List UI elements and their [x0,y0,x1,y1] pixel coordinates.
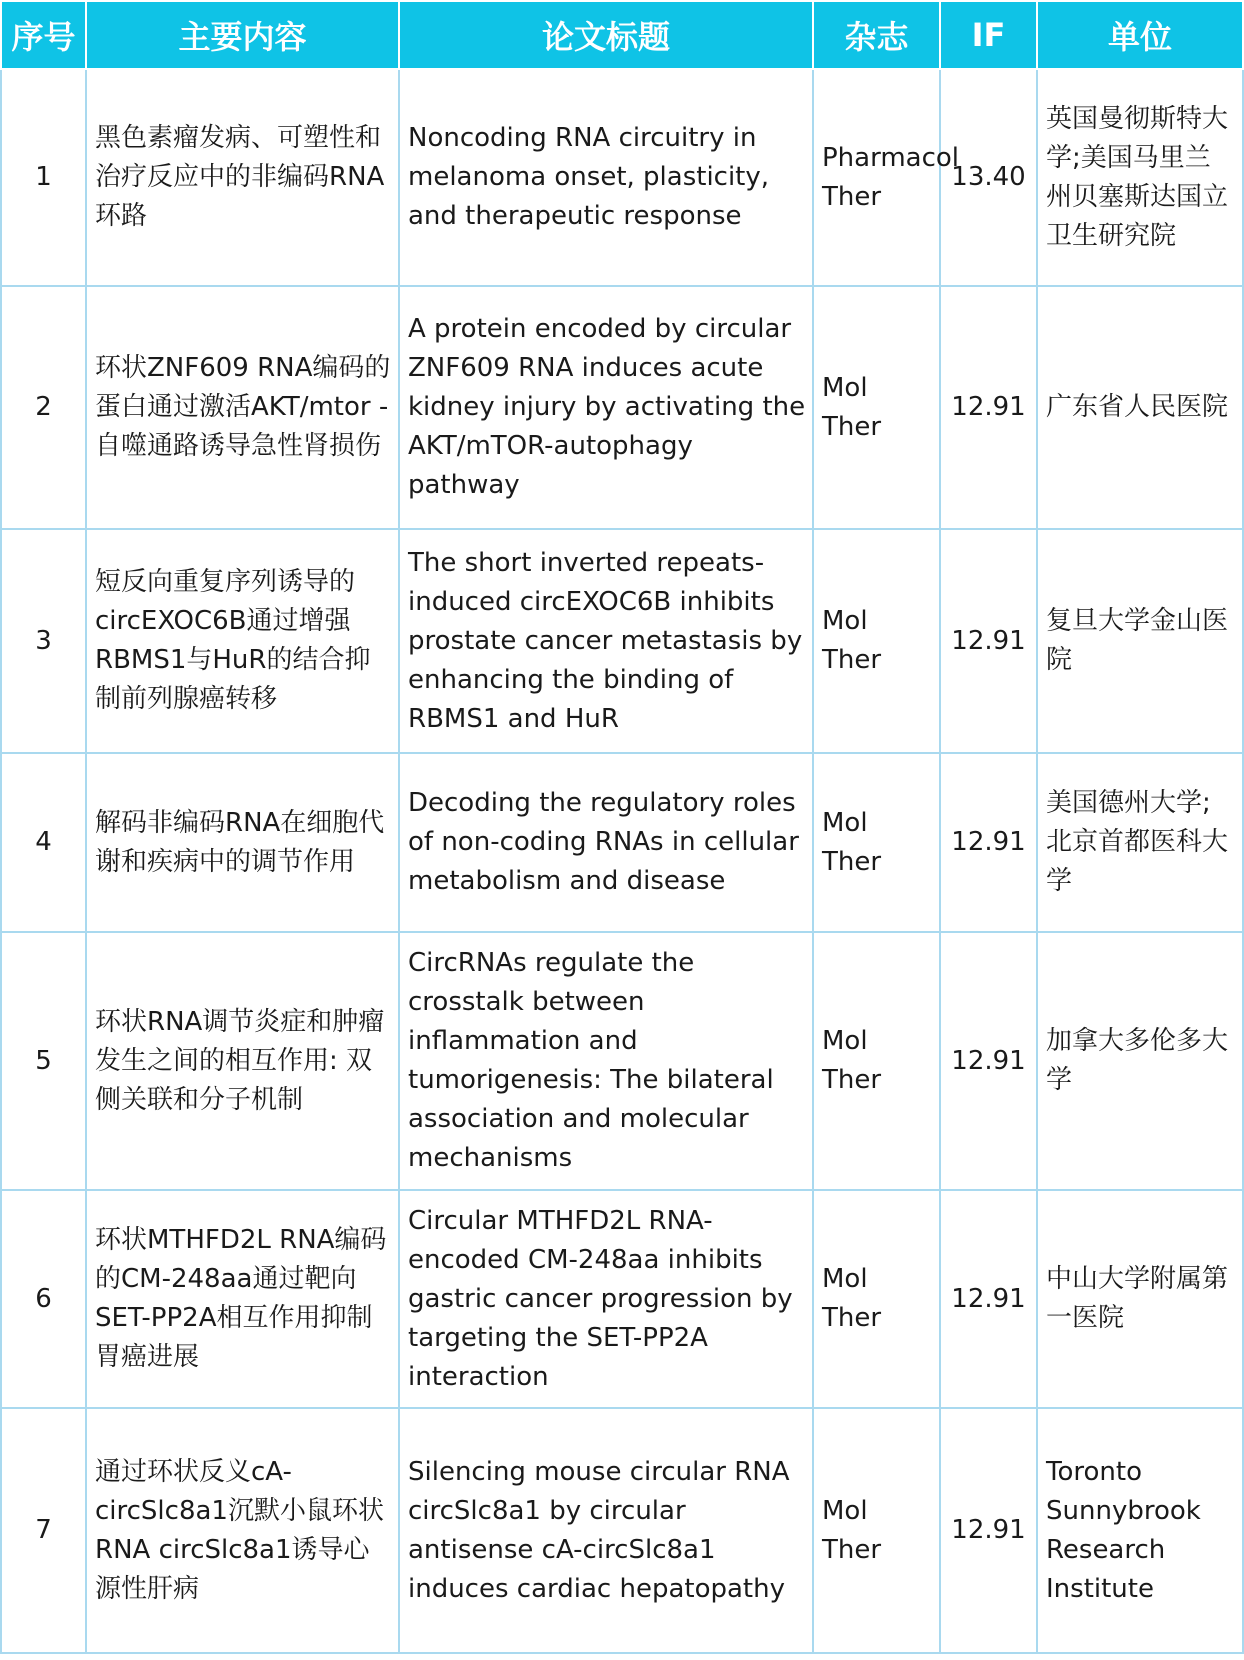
header-unit: 单位 [1037,1,1243,69]
row-institution: 广东省人民医院 [1037,286,1243,529]
row-content: 环状MTHFD2L RNA编码的CM-248aa通过靶向SET-PP2A相互作用抑制胃癌进展 [86,1190,399,1408]
table-row [1,529,1243,753]
row-title: A protein encoded by circular ZNF609 RNA induces acute kidney injury by activating the AKT/mTOR-autophagy pathway [399,286,813,529]
row-content: 环状RNA调节炎症和肿瘤发生之间的相互作用: 双侧关联和分子机制 [86,932,399,1190]
row-title: CircRNAs regulate the crosstalk between inflammation and tumorigenesis: The bilateral association and molecular mechanisms [399,932,813,1190]
row-number: 6 [1,1190,86,1408]
row-impact-factor: 12.91 [940,1190,1037,1408]
table-row [1,932,1243,1190]
row-institution: Toronto Sunnybrook Research Institute [1037,1408,1243,1653]
row-institution: 复旦大学金山医院 [1037,529,1243,753]
row-impact-factor: 12.91 [940,1408,1037,1653]
header-row [1,1,1243,69]
header-content: 主要内容 [86,1,399,69]
header-if: IF [940,1,1037,69]
row-content: 短反向重复序列诱导的circEXOC6B通过增强RBMS1与HuR的结合抑制前列腺癌转移 [86,529,399,753]
row-number: 1 [1,69,86,286]
row-number: 3 [1,529,86,753]
row-impact-factor: 12.91 [940,753,1037,932]
table-row [1,1408,1243,1653]
table-row [1,753,1243,932]
row-impact-factor: 12.91 [940,529,1037,753]
row-title: Noncoding RNA circuitry in melanoma onset, plasticity, and therapeutic response [399,69,813,286]
row-title: The short inverted repeats-induced circEXOC6B inhibits prostate cancer metastasis by enhancing the binding of RBMS1 and HuR [399,529,813,753]
row-title: Circular MTHFD2L RNA-encoded CM-248aa inhibits gastric cancer progression by targeting the SET-PP2A interaction [399,1190,813,1408]
row-content: 环状ZNF609 RNA编码的蛋白通过激活AKT/mtor -自噬通路诱导急性肾损伤 [86,286,399,529]
row-content: 黑色素瘤发病、可塑性和治疗反应中的非编码RNA环路 [86,69,399,286]
header-no: 序号 [1,1,86,69]
row-institution: 美国德州大学;北京首都医科大学 [1037,753,1243,932]
row-journal: Mol Ther [813,529,940,753]
row-content: 解码非编码RNA在细胞代谢和疾病中的调节作用 [86,753,399,932]
row-content: 通过环状反义cA-circSlc8a1沉默小鼠环状RNA circSlc8a1诱导心源性肝病 [86,1408,399,1653]
row-institution: 中山大学附属第一医院 [1037,1190,1243,1408]
row-institution: 加拿大多伦多大学 [1037,932,1243,1190]
row-journal: Mol Ther [813,1408,940,1653]
table-row [1,69,1243,286]
row-title: Silencing mouse circular RNA circSlc8a1 by circular antisense cA-circSlc8a1 induces cardiac hepatopathy [399,1408,813,1653]
header-title: 论文标题 [399,1,813,69]
row-number: 2 [1,286,86,529]
row-title: Decoding the regulatory roles of non-coding RNAs in cellular metabolism and disease [399,753,813,932]
header-journal: 杂志 [813,1,940,69]
row-number: 5 [1,932,86,1190]
row-impact-factor: 12.91 [940,286,1037,529]
row-journal: Pharmacol Ther [813,69,940,286]
table-row [1,1190,1243,1408]
row-number: 7 [1,1408,86,1653]
row-journal: Mol Ther [813,932,940,1190]
row-journal: Mol Ther [813,1190,940,1408]
row-impact-factor: 12.91 [940,932,1037,1190]
row-impact-factor: 13.40 [940,69,1037,286]
row-journal: Mol Ther [813,753,940,932]
row-institution: 英国曼彻斯特大学;美国马里兰州贝塞斯达国立卫生研究院 [1037,69,1243,286]
table-row [1,286,1243,529]
row-journal: Mol Ther [813,286,940,529]
row-number: 4 [1,753,86,932]
